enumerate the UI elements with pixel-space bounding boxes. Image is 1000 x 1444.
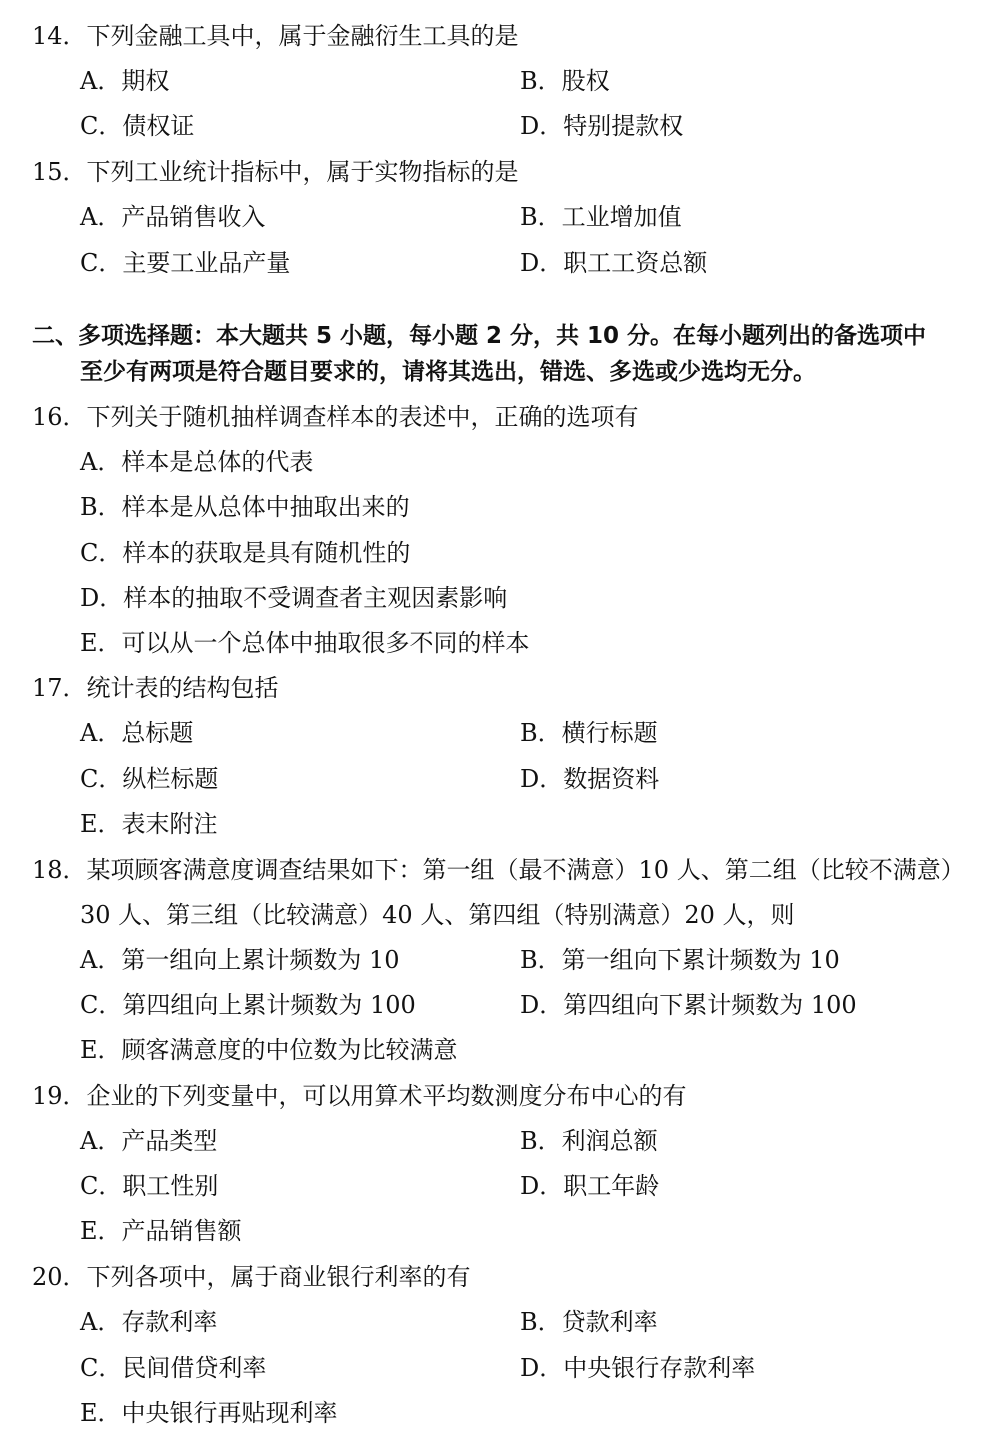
q18-option-b: B．第一组向下累计频数为 10 — [520, 946, 840, 974]
q17-option-c: C．纵栏标题 — [80, 765, 219, 793]
q18-option-c: C．第四组向上累计频数为 100 — [80, 991, 416, 1019]
q18-option-d: D．第四组向下累计频数为 100 — [520, 991, 857, 1019]
q20-stem: 20．下列各项中，属于商业银行利率的有 — [32, 1263, 471, 1291]
section-2-heading-cont: 至少有两项是符合题目要求的，请将其选出，错选、多选或少选均无分。 — [80, 359, 816, 385]
q15-option-a: A．产品销售收入 — [80, 203, 266, 231]
q20-option-c: C．民间借贷利率 — [80, 1354, 267, 1382]
q18-stem-cont: 30 人、第三组（比较满意）40 人、第四组（特别满意）20 人，则 — [80, 901, 795, 929]
q19-option-b: B．利润总额 — [520, 1127, 658, 1155]
q15-option-d: D．职工工资总额 — [520, 249, 708, 277]
q14-option-d: D．特别提款权 — [520, 112, 684, 140]
q18-option-a: A．第一组向上累计频数为 10 — [80, 946, 400, 974]
q19-option-c: C．职工性别 — [80, 1172, 219, 1200]
q14-option-b: B．股权 — [520, 67, 610, 95]
section-2-heading: 二、多项选择题：本大题共 5 小题，每小题 2 分，共 10 分。在每小题列出的备选项中 — [32, 323, 927, 349]
q20-option-d: D．中央银行存款利率 — [520, 1354, 756, 1382]
q19-option-d: D．职工年龄 — [520, 1172, 660, 1200]
q16-option-b: B．样本是从总体中抽取出来的 — [80, 493, 410, 521]
q17-option-a: A．总标题 — [80, 719, 194, 747]
q15-option-c: C．主要工业品产量 — [80, 249, 291, 277]
q15-stem: 15．下列工业统计指标中，属于实物指标的是 — [32, 158, 519, 186]
q17-option-e: E．表末附注 — [80, 810, 218, 838]
q17-option-d: D．数据资料 — [520, 765, 660, 793]
q16-stem: 16．下列关于随机抽样调查样本的表述中，正确的选项有 — [32, 403, 639, 431]
q18-stem: 18．某项顾客满意度调查结果如下：第一组（最不满意）10 人、第二组（比较不满意） — [32, 856, 965, 884]
q16-option-d: D．样本的抽取不受调查者主观因素影响 — [80, 584, 508, 612]
q19-option-e: E．产品销售额 — [80, 1217, 242, 1245]
q17-stem: 17．统计表的结构包括 — [32, 674, 279, 702]
q14-option-a: A．期权 — [80, 67, 170, 95]
q18-option-e: E．顾客满意度的中位数为比较满意 — [80, 1036, 458, 1064]
q20-option-a: A．存款利率 — [80, 1308, 218, 1336]
q16-option-a: A．样本是总体的代表 — [80, 448, 314, 476]
q17-option-b: B．横行标题 — [520, 719, 658, 747]
q20-option-e: E．中央银行再贴现利率 — [80, 1399, 338, 1427]
q15-option-b: B．工业增加值 — [520, 203, 682, 231]
q20-option-b: B．贷款利率 — [520, 1308, 658, 1336]
q19-stem: 19．企业的下列变量中，可以用算术平均数测度分布中心的有 — [32, 1082, 687, 1110]
q16-option-e: E．可以从一个总体中抽取很多不同的样本 — [80, 629, 530, 657]
q14-stem: 14．下列金融工具中，属于金融衍生工具的是 — [32, 22, 519, 50]
q19-option-a: A．产品类型 — [80, 1127, 218, 1155]
q14-option-c: C．债权证 — [80, 112, 195, 140]
q16-option-c: C．样本的获取是具有随机性的 — [80, 539, 411, 567]
